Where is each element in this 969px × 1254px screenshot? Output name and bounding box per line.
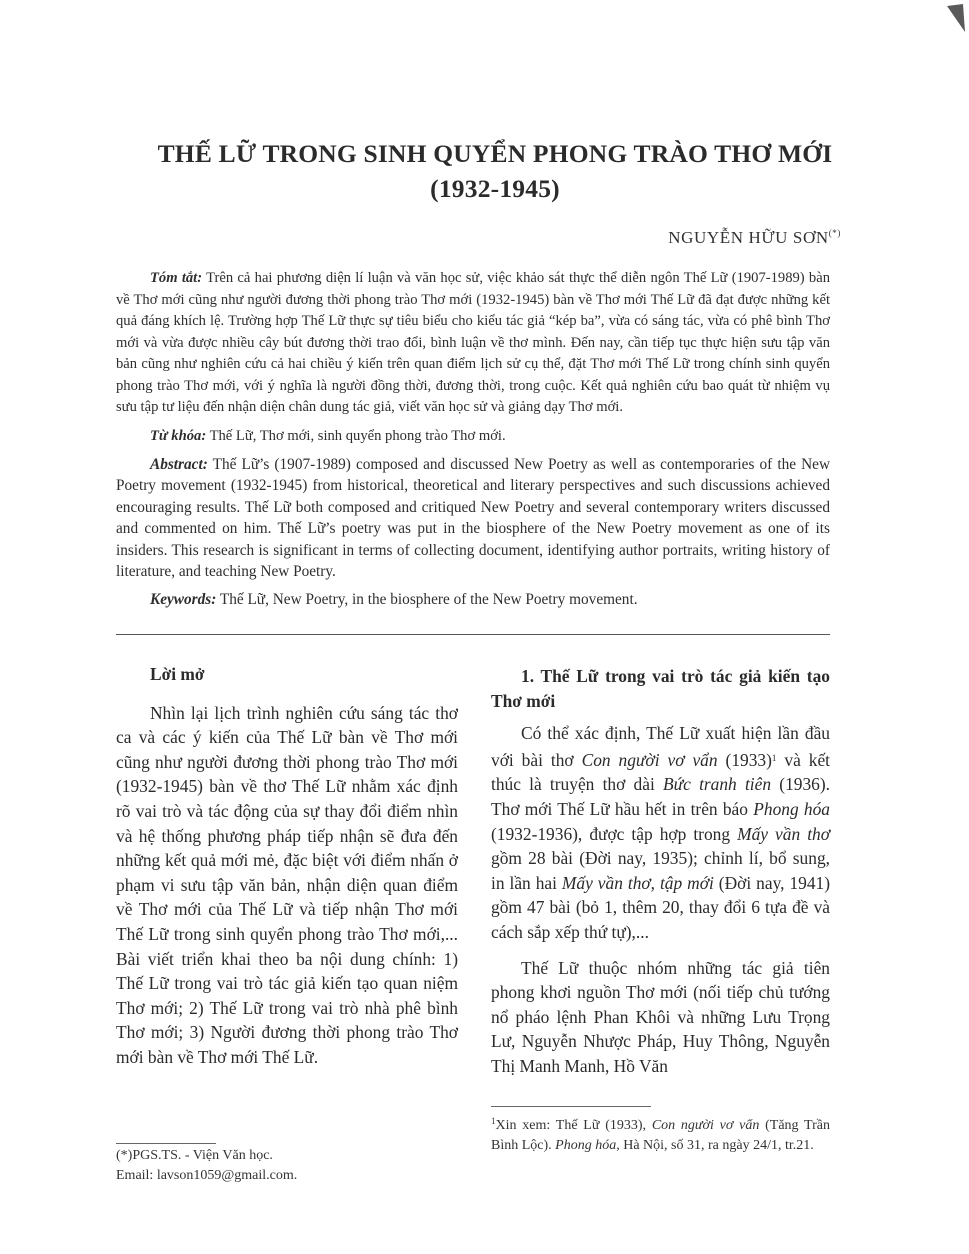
- article-title: [80, 136, 910, 206]
- author-name: NGUYỄN HỮU SƠN: [668, 228, 829, 247]
- right-column: [491, 664, 830, 1079]
- abstract-en-label: Abstract:: [150, 456, 208, 473]
- section-divider: [116, 634, 830, 635]
- intro-heading: Lời mở: [150, 664, 205, 684]
- keywords-vi: [116, 426, 830, 448]
- keywords-vi-label: Từ khóa:: [150, 427, 207, 444]
- author-footnote: [116, 1143, 416, 1186]
- title-line-1: THẾ LỮ TRONG SINH QUYỂN PHONG TRÀO THƠ MỚI: [157, 139, 833, 168]
- footnote-rule: [491, 1106, 651, 1107]
- keywords-en-label: Keywords:: [150, 591, 217, 609]
- abstract-en-text: Thế Lữ’s (1907-1989) composed and discussed New Poetry as well as contemporaries of the New Poetry movement (1932-1945) from historical, theoretical and literary perspectives and such discussions achieved encouraging results. Thế Lữ both composed and critiqued New Poetry and several contemporary writers discussed and commented on him. Thế Lữ’s poetry was put in the biosphere of the New Poetry movement as one of its insiders. This research is significant in terms of collecting document, identifying author portraits, writing history of literature, and teaching New Poetry.: [116, 456, 830, 581]
- author-footnote-line-2: Email: lavson1059@gmail.com.: [116, 1168, 298, 1183]
- abstract-en: [116, 454, 830, 582]
- intro-paragraph: Nhìn lại lịch trình nghiên cứu sáng tác thơ ca và các ý kiến của Thế Lữ bàn về Thơ mới cũng như người đương thời phong trào Thơ mới (1932-1945) bàn về thơ Thế Lữ nhằm xác định rõ vai trò và tác động của sự thay đổi điểm nhìn và hệ thống phương pháp tiếp nhận sẽ đưa đến những kết quả mới mẻ, đặc biệt với điểm nhấn ở phạm vi sưu tập văn bản, nhận diện quan điểm về Thơ mới của Thế Lữ và tiếp nhận Thơ mới Thế Lữ trong sinh quyển phong trào Thơ mới,... Bài viết triển khai theo ba nội dung chính: 1) Thế Lữ trong vai trò tác giả kiến tạo quan niệm Thơ mới; 2) Thế Lữ trong vai trò nhà phê bình Thơ mới; 3) Người đương thời phong trào Thơ mới bàn về Thơ mới Thế Lữ.: [116, 702, 458, 1067]
- footnote-ref-1: 1: [771, 752, 777, 763]
- abstract-block: [116, 268, 830, 611]
- section-1-paragraph-1: Có thể xác định, Thế Lữ xuất hiện lần đầu với bài thơ Con người vơ vẩn (1933)$^1$ và kết thúc là truyện thơ dài Bức tranh tiên (1936). Thơ mới Thế Lữ hầu hết in trên báo Phong hóa (1932-1936), được tập hợp trong Mấy vần thơ gồm 28 bài (Đời nay, 1935); chỉnh lí, bổ sung, in lần hai Mấy vần thơ, tập mới (Đời nay, 1941) gồm 47 bài (bỏ 1, thêm 20, thay đổi 6 tựa đề và cách sắp xếp thứ tự),...: [491, 723, 831, 942]
- title-line-2: (1932-1945): [430, 174, 560, 203]
- author-footnote-line-1: (*)PGS.TS. - Viện Văn học.: [116, 1148, 273, 1163]
- section-1-paragraph-2: Thế Lữ thuộc nhóm những tác giả tiên phong khơi nguồn Thơ mới (nối tiếp chủ tướng nổ pháo lệnh Phan Khôi và những Lưu Trọng Lư, Nguyễn Nhược Pháp, Huy Thông, Nguyễn Thị Manh Manh, Hồ Văn: [491, 957, 830, 1076]
- abstract-vi-text: Trên cả hai phương diện lí luận và văn học sử, việc khảo sát thực thể diễn ngôn Thế Lữ (1907-1989) bàn về Thơ mới cũng như người đương thời phong trào Thơ mới (1932-1945) bàn về Thơ mới Thế Lữ đã đạt được những kết quả đáng khích lệ. Trường hợp Thế Lữ thực sự tiêu biểu cho kiểu tác giả “kép ba”, vừa có sáng tác, vừa có phê bình Thơ mới và vừa được nhiều cây bút đương thời trao đổi, bình luận về thơ mình. Đến nay, cần tiếp tục thực hiện sưu tập văn bản cũng như nghiên cứu cả hai chiều ý kiến trên quan điểm lịch sử cụ thể, đặt Thơ mới Thế Lữ trong chính sinh quyển phong trào Thơ mới, với ý nghĩa là người đồng thời, đương thời, trong cuộc. Kết quả nghiên cứu bao quát từ nhiệm vụ sưu tập tư liệu đến nhận diện chân dung tác giả, viết văn học sử và giảng dạy Thơ mới.: [116, 270, 830, 415]
- scan-corner-mark: [941, 0, 967, 34]
- footnote-rule: [116, 1143, 216, 1144]
- section-1-heading: 1. Thế Lữ trong vai trò tác giả kiến tạo Thơ mới: [491, 666, 830, 711]
- keywords-vi-text: Thế Lữ, Thơ mới, sinh quyển phong trào Thơ mới.: [209, 427, 506, 444]
- abstract-vi: [116, 268, 830, 419]
- reference-footnote: [491, 1106, 830, 1156]
- keywords-en-text: Thế Lữ, New Poetry, in the biosphere of the New Poetry movement.: [219, 591, 638, 609]
- reference-footnote-text: $^1$Xin xem: Thế Lữ (1933), Con người vơ vẩn (Tăng Trần Bình Lộc). Phong hóa, Hà Nội, số 31, ra ngày 24/1, tr.21.: [491, 1116, 830, 1153]
- author-footnote-mark: (*): [828, 228, 841, 238]
- keywords-en: [116, 589, 830, 610]
- left-column: [116, 662, 458, 1070]
- abstract-vi-label: Tóm tắt:: [150, 270, 203, 286]
- author-byline: [668, 228, 841, 248]
